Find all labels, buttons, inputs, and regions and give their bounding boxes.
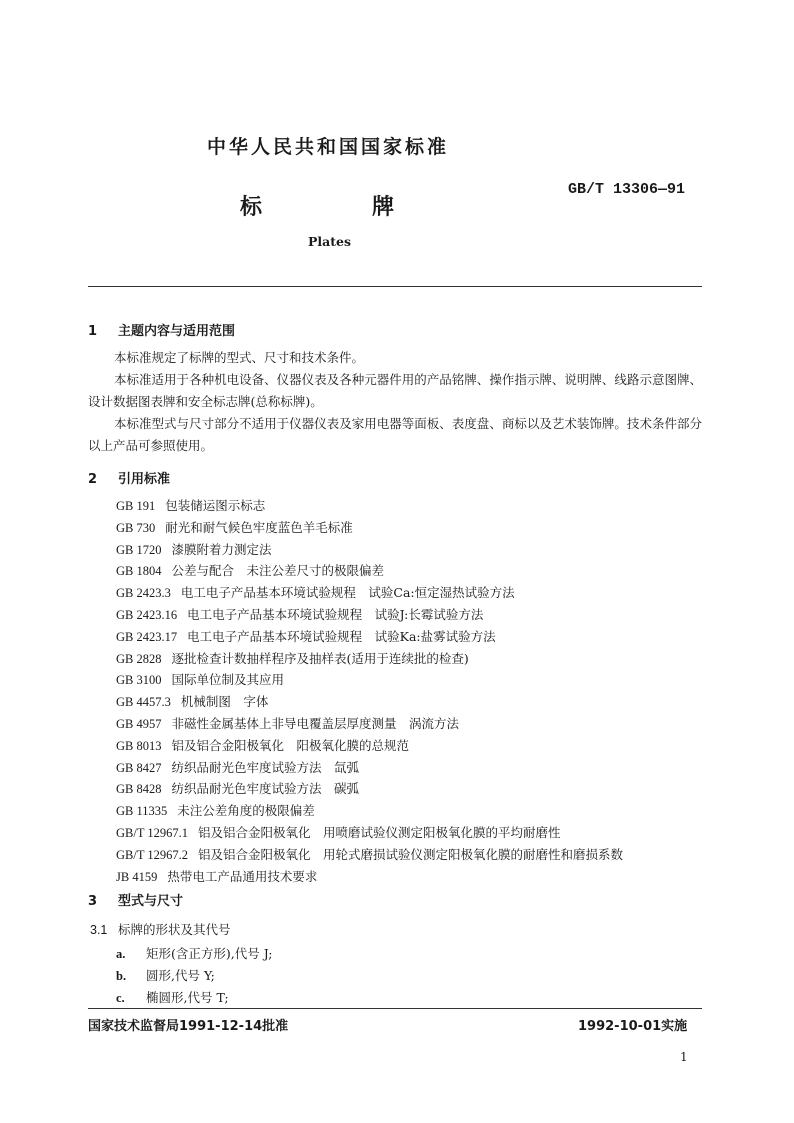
item-label: a. bbox=[116, 947, 126, 961]
section-2-heading bbox=[88, 468, 170, 487]
reference-item bbox=[116, 670, 284, 688]
reference-item bbox=[116, 823, 561, 841]
reference-code: GB 4457.3 bbox=[116, 695, 171, 710]
reference-code: GB/T 12967.2 bbox=[116, 847, 188, 862]
reference-code: GB 4957 bbox=[116, 717, 162, 731]
reference-code: GB 1720 bbox=[116, 542, 162, 557]
reference-item bbox=[116, 692, 268, 710]
reference-title: 非磁性金属基体上非导电覆盖层厚度测量 涡流方法 bbox=[171, 716, 460, 731]
subsection-title: 标牌的形状及其代号 bbox=[118, 922, 231, 937]
reference-title: 纺织品耐光色牢度试验方法 碳弧 bbox=[171, 781, 360, 797]
reference-code: GB 8013 bbox=[116, 738, 162, 753]
reference-title: 铝及铝合金阳极氧化 阳极氧化膜的总规范 bbox=[171, 737, 410, 753]
reference-title: 铝及铝合金阳极氧化 用喷磨试验仪测定阳极氧化膜的平均耐磨性 bbox=[198, 825, 561, 840]
reference-item bbox=[116, 605, 483, 623]
reference-item bbox=[116, 649, 469, 667]
reference-code: GB 1804 bbox=[116, 564, 162, 579]
reference-item bbox=[116, 583, 515, 601]
reference-item bbox=[116, 736, 409, 754]
item-label: c. bbox=[116, 991, 125, 1005]
issued-date: 国家技术监督局1991-12-14批准 bbox=[88, 1019, 289, 1034]
reference-title: 耐光和耐气候色牢度蓝色羊毛标准 bbox=[165, 519, 353, 535]
reference-item bbox=[116, 758, 359, 776]
reference-title: 国际单位制及其应用 bbox=[171, 672, 285, 688]
reference-item bbox=[116, 779, 359, 797]
effective-date: 1992-10-01实施 bbox=[578, 1019, 688, 1034]
reference-title: 公差与配合 未注公差尺寸的极限偏差 bbox=[171, 563, 385, 579]
section-number: 2 bbox=[88, 472, 98, 487]
national-standard-title: 中华人民共和国国家标准 bbox=[206, 136, 449, 158]
reference-code: JB 4159 bbox=[116, 869, 158, 884]
reference-code: GB 730 bbox=[116, 520, 156, 535]
section-title: 引用标准 bbox=[118, 472, 171, 487]
page-number: 1 bbox=[680, 1050, 688, 1064]
reference-title: 电工电子产品基本环境试验规程 试验J:长霉试验方法 bbox=[187, 607, 484, 622]
reference-item bbox=[116, 867, 317, 885]
reference-item bbox=[116, 714, 459, 732]
reference-item bbox=[116, 540, 272, 558]
subsection-number: 3.1 bbox=[90, 923, 108, 937]
list-item bbox=[116, 988, 229, 1006]
paragraph: 本标准型式与尺寸部分不适用于仪器仪表及家用电器等面板、表度盘、商标以及艺术装饰牌。技术条件部分以上产品可参照使用。 bbox=[88, 416, 702, 453]
subsection-3-1 bbox=[90, 920, 231, 938]
reference-item bbox=[116, 561, 384, 579]
item-label: b. bbox=[116, 969, 127, 983]
reference-title: 漆膜附着力测定法 bbox=[171, 541, 272, 557]
section-3-heading bbox=[88, 890, 183, 909]
reference-title: 包装储运图示标志 bbox=[165, 498, 266, 513]
paragraph: 本标准规定了标牌的型式、尺寸和技术条件。 bbox=[114, 350, 365, 365]
paragraph: 本标准适用于各种机电设备、仪器仪表及各种元器件用的产品铭牌、操作指示牌、说明牌、线路示意图牌、设计数据图表牌和安全标志牌(总称标牌)。 bbox=[88, 372, 702, 409]
reference-item bbox=[116, 801, 315, 819]
reference-code: GB 2423.16 bbox=[116, 608, 178, 622]
reference-code: GB 3100 bbox=[116, 673, 162, 688]
reference-title: 热带电工产品通用技术要求 bbox=[167, 868, 318, 884]
list-item bbox=[116, 944, 272, 962]
section-number: 1 bbox=[88, 324, 98, 339]
document-title: 标牌 bbox=[240, 195, 505, 220]
reference-code: GB 2828 bbox=[116, 651, 162, 666]
section-1-heading bbox=[88, 320, 235, 339]
item-text: 椭圆形,代号 T; bbox=[146, 990, 229, 1005]
footer-rule bbox=[88, 1008, 702, 1009]
reference-item bbox=[116, 496, 265, 514]
reference-title: 未注公差角度的极限偏差 bbox=[177, 803, 315, 819]
section-number: 3 bbox=[88, 894, 98, 909]
reference-title: 电工电子产品基本环境试验规程 试验Ca:恒定湿热试验方法 bbox=[180, 585, 515, 601]
reference-item bbox=[116, 518, 353, 536]
reference-code: GB 11335 bbox=[116, 804, 168, 819]
reference-title: 铝及铝合金阳极氧化 用轮式磨损试验仪测定阳极氧化膜的耐磨性和磨损系数 bbox=[198, 846, 624, 862]
reference-title: 逐批检查计数抽样程序及抽样表(适用于连续批的检查) bbox=[171, 650, 469, 666]
reference-title: 电工电子产品基本环境试验规程 试验Ka:盐雾试验方法 bbox=[187, 628, 496, 644]
standard-number: GB/T 13306—91 bbox=[568, 181, 686, 198]
section-title: 主题内容与适用范围 bbox=[118, 324, 236, 339]
reference-code: GB 191 bbox=[116, 499, 156, 513]
reference-item bbox=[116, 627, 496, 645]
section-title: 型式与尺寸 bbox=[118, 894, 184, 909]
item-text: 矩形(含正方形),代号 J; bbox=[146, 946, 273, 961]
reference-code: GB 8428 bbox=[116, 782, 162, 797]
reference-code: GB 8427 bbox=[116, 760, 162, 775]
list-item bbox=[116, 966, 215, 984]
reference-title: 机械制图 字体 bbox=[180, 694, 269, 710]
english-title: Plates bbox=[308, 234, 352, 249]
reference-code: GB 2423.17 bbox=[116, 629, 178, 644]
reference-code: GB 2423.3 bbox=[116, 586, 171, 601]
reference-code: GB/T 12967.1 bbox=[116, 826, 188, 840]
header-rule bbox=[88, 286, 702, 287]
reference-item bbox=[116, 845, 623, 863]
reference-title: 纺织品耐光色牢度试验方法 氙弧 bbox=[171, 759, 360, 775]
item-text: 圆形,代号 Y; bbox=[146, 968, 215, 983]
